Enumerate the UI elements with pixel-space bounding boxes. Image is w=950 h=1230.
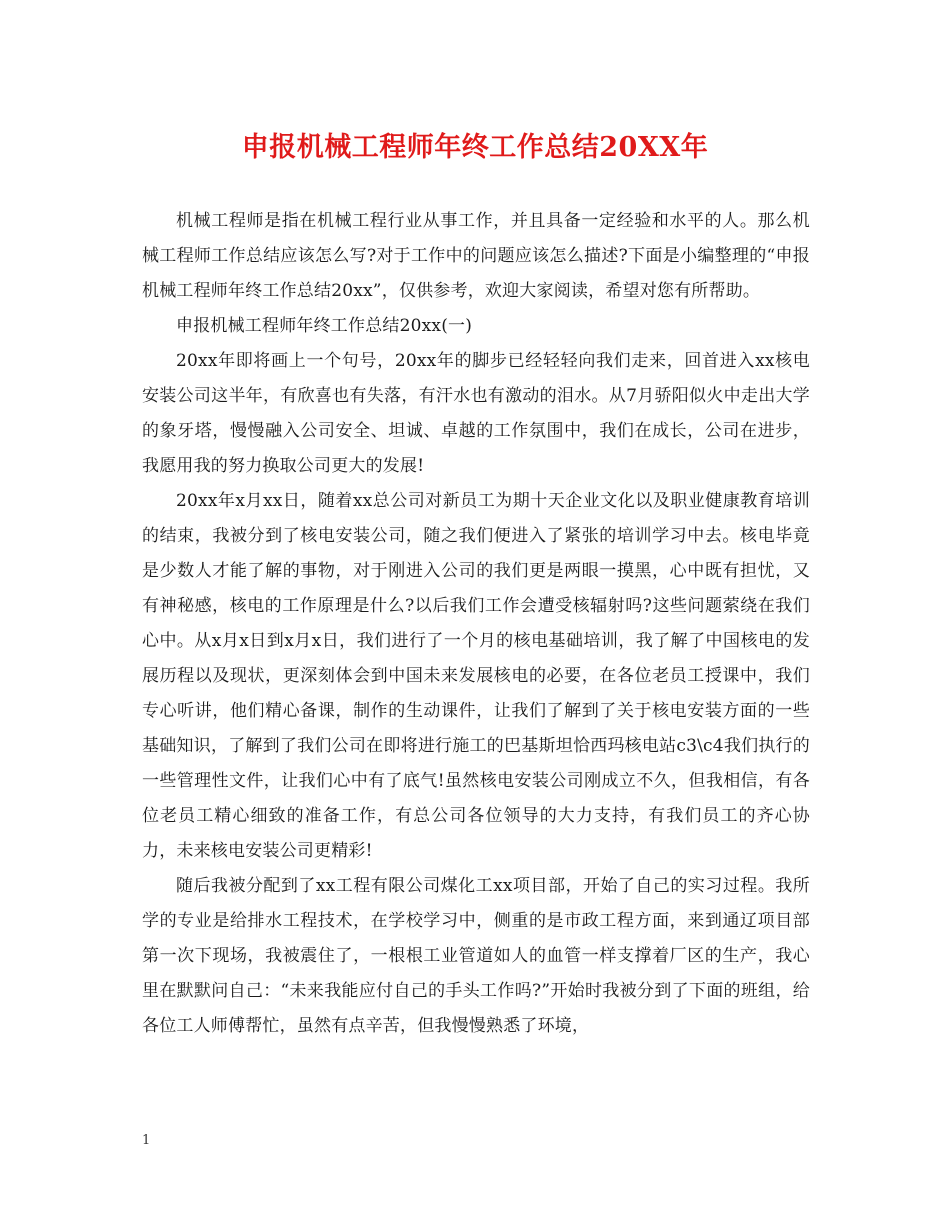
body-paragraph: 随后我被分配到了xx工程有限公司煤化工xx项目部，开始了自己的实习过程。我所学的专业是给排水工程技术，在学校学习中，侧重的是市政工程方面，来到通辽项目部第一次下现场，我被震住了，一根根工业管道如人的血管一样支撑着厂区的生产，我心里在默默问自己：“未来我能应付自己的手头工作吗?”开始时我被分到了下面的班组，给各位工人师傅帮忙，虽然有点辛苦，但我慢慢熟悉了环境， — [142, 876, 810, 1036]
page-number: 1 — [142, 1133, 151, 1148]
intro-paragraph: 机械工程师是指在机械工程行业从事工作，并且具备一定经验和水平的人。那么机械工程师工作总结应该怎么写?对于工作中的问题应该怎么描述?下面是小编整理的“申报机械工程师年终工作总结20xx”，仅供参考，欢迎大家阅读，希望对您有所帮助。 — [142, 211, 810, 301]
body-paragraph: 20xx年即将画上一个句号，20xx年的脚步已经轻轻向我们走来，回首进入xx核电安装公司这半年，有欣喜也有失落，有汗水也有激动的泪水。从7月骄阳似火中走出大学的象牙塔，慢慢融入公司安全、坦诚、卓越的工作氛围中，我们在成长，公司在进步，我愿用我的努力换取公司更大的发展! — [142, 351, 810, 476]
document-title: 申报机械工程师年终工作总结20XX年 — [241, 132, 709, 163]
section-heading: 申报机械工程师年终工作总结20xx(一) — [176, 316, 473, 336]
document-body — [142, 204, 810, 1044]
body-paragraph: 20xx年x月xx日，随着xx总公司对新员工为期十天企业文化以及职业健康教育培训的结束，我被分到了核电安装公司，随之我们便进入了紧张的培训学习中去。核电毕竟是少数人才能了解的事物，对于刚进入公司的我们更是两眼一摸黑，心中既有担忧，又有神秘感，核电的工作原理是什么?以后我们工作会遭受核辐射吗?这些问题萦绕在我们心中。从x月x日到x月x日，我们进行了一个月的核电基础培训，我了解了中国核电的发展历程以及现状，更深刻体会到中国未来发展核电的必要，在各位老员工授课中，我们专心听讲，他们精心备课，制作的生动课件，让我们了解到了关于核电安装方面的一些基础知识，了解到了我们公司在即将进行施工的巴基斯坦恰西玛核电站c3\c4我们执行的一些管理性文件，让我们心中有了底气!虽然核电安装公司刚成立不久，但我相信，有各位老员工精心细致的准备工作，有总公司各位领导的大力支持，有我们员工的齐心协力，未来核电安装公司更精彩! — [142, 491, 810, 861]
